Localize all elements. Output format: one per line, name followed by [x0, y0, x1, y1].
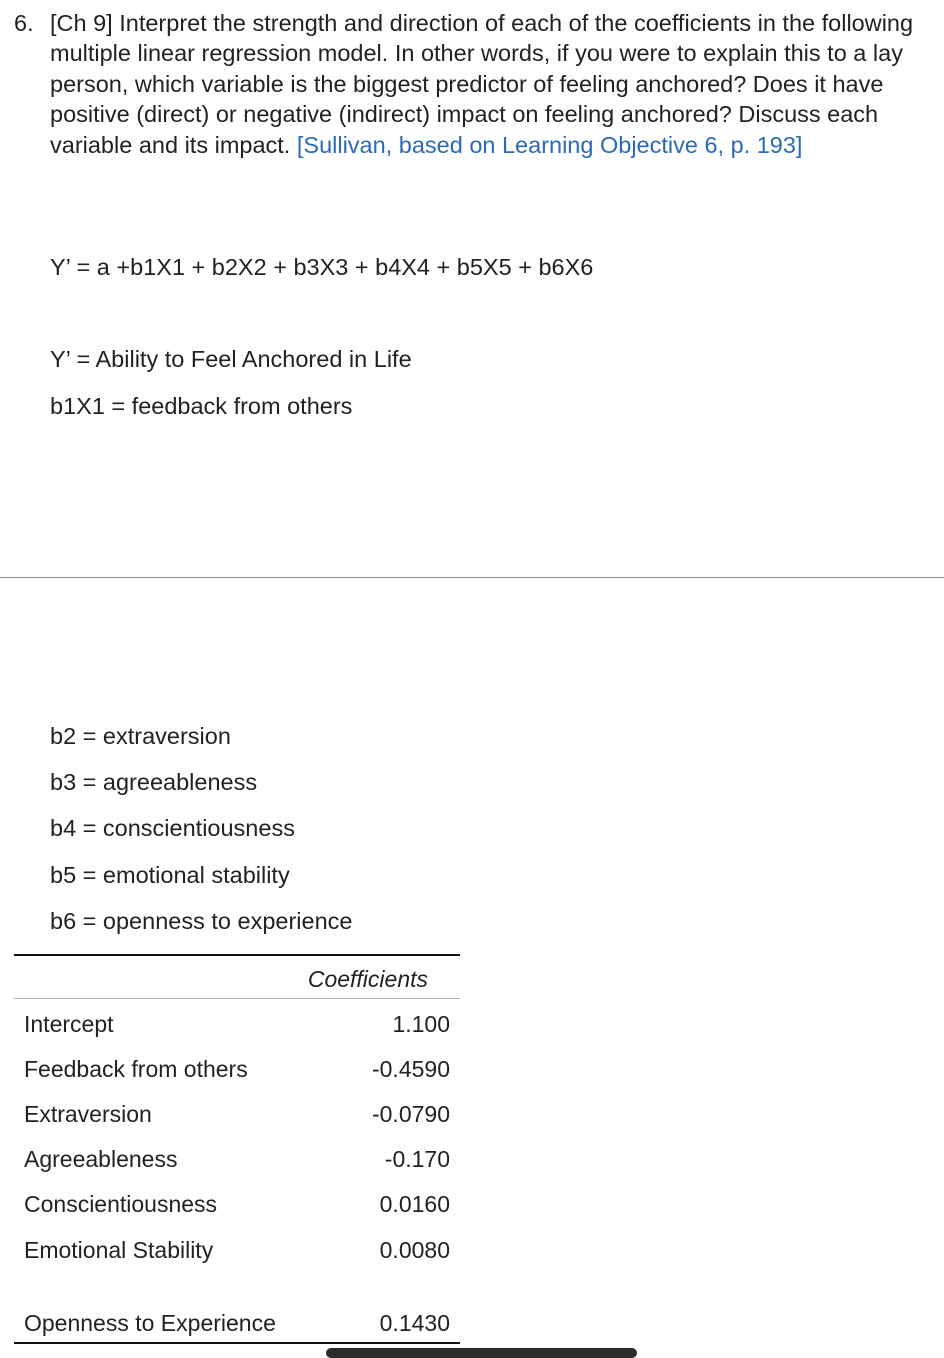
definition-b2: b2 = extraversion: [50, 723, 231, 749]
page-divider: [0, 577, 944, 578]
row-label: Agreeableness: [24, 1145, 178, 1172]
horizontal-scrollbar-thumb[interactable]: [326, 1348, 637, 1358]
row-label: Extraversion: [24, 1100, 152, 1127]
definition-b5: b5 = emotional stability: [50, 862, 290, 888]
question-number: 6.: [14, 10, 34, 36]
table-row: [14, 1008, 460, 1038]
row-label: Openness to Experience: [24, 1309, 276, 1336]
question-block: [14, 8, 932, 160]
definition-b4: b4 = conscientiousness: [50, 815, 295, 841]
definition-y: Y’ = Ability to Feel Anchored in Life: [50, 346, 412, 372]
row-value: -0.0790: [371, 1100, 450, 1127]
definition-b1: b1X1 = feedback from others: [50, 393, 353, 419]
question-text: [Ch 9] Interpret the strength and direction of each of the coefficients in the following multiple linear regression model. In other words, if you were to explain this to a lay person, which variable is the biggest predictor of feeling anchored? Does it have positive (direct) or negative (indirect) impact on feeling anchored? Discuss each variable and its impact.: [50, 10, 914, 158]
row-value: -0.170: [384, 1145, 450, 1172]
row-value: -0.4590: [371, 1055, 450, 1082]
table-row: [14, 1234, 460, 1264]
definition-b6: b6 = openness to experience: [50, 908, 353, 934]
table-header-rule: [14, 998, 460, 999]
table-row: [14, 1098, 460, 1128]
definition-b3: b3 = agreeableness: [50, 769, 258, 795]
regression-equation: Y’ = a +b1X1 + b2X2 + b3X3 + b4X4 + b5X5 + b6X6: [50, 254, 594, 280]
row-label: Conscientiousness: [24, 1190, 218, 1217]
table-row: [14, 1279, 460, 1337]
table-bottom-rule: [14, 1342, 460, 1344]
table-row: [14, 1188, 460, 1218]
question-reference: [Sullivan, based on Learning Objective 6, p. 193]: [296, 131, 803, 158]
row-value: 0.0080: [379, 1236, 450, 1263]
question-text-block: [50, 8, 932, 160]
table-top-rule: [14, 954, 460, 956]
row-label: Intercept: [24, 1010, 114, 1037]
table-row: [14, 1143, 460, 1173]
row-label: Feedback from others: [24, 1055, 248, 1082]
row-value: 0.1430: [379, 1309, 450, 1336]
row-label: Emotional Stability: [24, 1236, 214, 1263]
row-value: 0.0160: [379, 1190, 450, 1217]
table-column-header: Coefficients: [307, 966, 428, 992]
table-row: [14, 1053, 460, 1083]
row-value: 1.100: [392, 1010, 450, 1037]
